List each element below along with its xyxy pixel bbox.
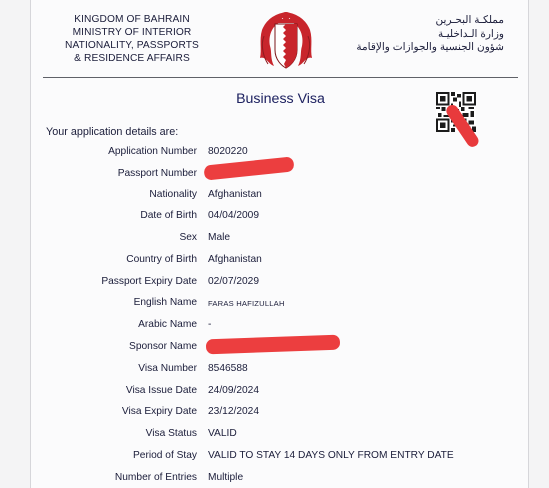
field-row-english-name: [31, 297, 530, 313]
field-value: Male: [208, 232, 231, 243]
field-label: Visa Issue Date: [125, 385, 197, 396]
field-row-country-of-birth: [31, 254, 530, 270]
field-row-date-of-birth: [31, 210, 530, 226]
field-label: Visa Number: [138, 363, 197, 374]
header-en-line-1: KINGDOM OF BAHRAIN: [74, 14, 190, 25]
field-label: Country of Birth: [126, 254, 197, 265]
field-label: Number of Entries: [114, 472, 197, 483]
field-label: Period of Stay: [133, 450, 197, 461]
field-label: Date of Birth: [140, 210, 197, 221]
field-value: Multiple: [208, 472, 244, 483]
field-value: 8546588: [208, 363, 248, 374]
field-label: Sex: [179, 232, 197, 243]
field-label: English Name: [133, 297, 197, 308]
field-row-nationality: [31, 189, 530, 205]
field-label: Sponsor Name: [129, 341, 197, 352]
field-value: Afghanistan: [208, 189, 262, 200]
field-label: Arabic Name: [138, 319, 197, 330]
field-label: Passport Expiry Date: [101, 276, 197, 287]
header-en-line-4: & RESIDENCE AFFAIRS: [74, 53, 190, 64]
bahrain-coat-of-arms-icon: [256, 6, 316, 76]
field-label: Visa Status: [145, 428, 197, 439]
header-en-line-2: MINISTRY OF INTERIOR: [72, 27, 192, 38]
field-row-passport-number: [31, 168, 530, 184]
header-ar-line-3: شؤون الجنسية والجوازات والإقامة: [356, 41, 504, 53]
field-value: 04/04/2009: [208, 210, 259, 221]
field-row-sex: [31, 232, 530, 248]
header-arabic-block: [354, 14, 504, 55]
field-row-visa-number: [31, 363, 530, 379]
field-row-period-of-stay: [31, 450, 530, 466]
field-row-number-of-entries: [31, 472, 530, 488]
redaction-mark: [206, 335, 340, 355]
field-value: VALID: [208, 428, 237, 439]
field-row-visa-issue-date: [31, 385, 530, 401]
field-row-passport-expiry-date: [31, 276, 530, 292]
field-value: 24/09/2024: [208, 385, 259, 396]
field-value: 23/12/2024: [208, 406, 259, 417]
field-label: Visa Expiry Date: [121, 406, 197, 417]
field-row-arabic-name: [31, 319, 530, 335]
intro-text: Your application details are:: [46, 126, 179, 138]
field-row-sponsor-name: [31, 341, 530, 357]
field-value: VALID TO STAY 14 DAYS ONLY FROM ENTRY DATE: [208, 450, 454, 461]
header-divider: [43, 77, 518, 78]
field-value: 02/07/2029: [208, 276, 259, 287]
header-en-line-3: NATIONALITY, PASSPORTS: [65, 40, 199, 51]
field-label: Application Number: [108, 146, 197, 157]
field-value: 8020220: [208, 146, 248, 157]
header-ar-line-1: مملكـة البحـرين: [435, 14, 504, 26]
field-label: Nationality: [149, 189, 197, 200]
field-value: Afghanistan: [208, 254, 262, 265]
field-value: FARAS HAFIZULLAH: [208, 299, 285, 308]
header-english-block: [47, 13, 217, 65]
document-title: Business Visa: [236, 91, 325, 107]
visa-document: [30, 0, 529, 488]
header-ar-line-2: وزارة الـداخليـة: [437, 27, 504, 40]
field-label: Passport Number: [117, 168, 197, 179]
field-row-visa-expiry-date: [31, 406, 530, 422]
field-value: -: [208, 319, 212, 330]
field-row-visa-status: [31, 428, 530, 444]
